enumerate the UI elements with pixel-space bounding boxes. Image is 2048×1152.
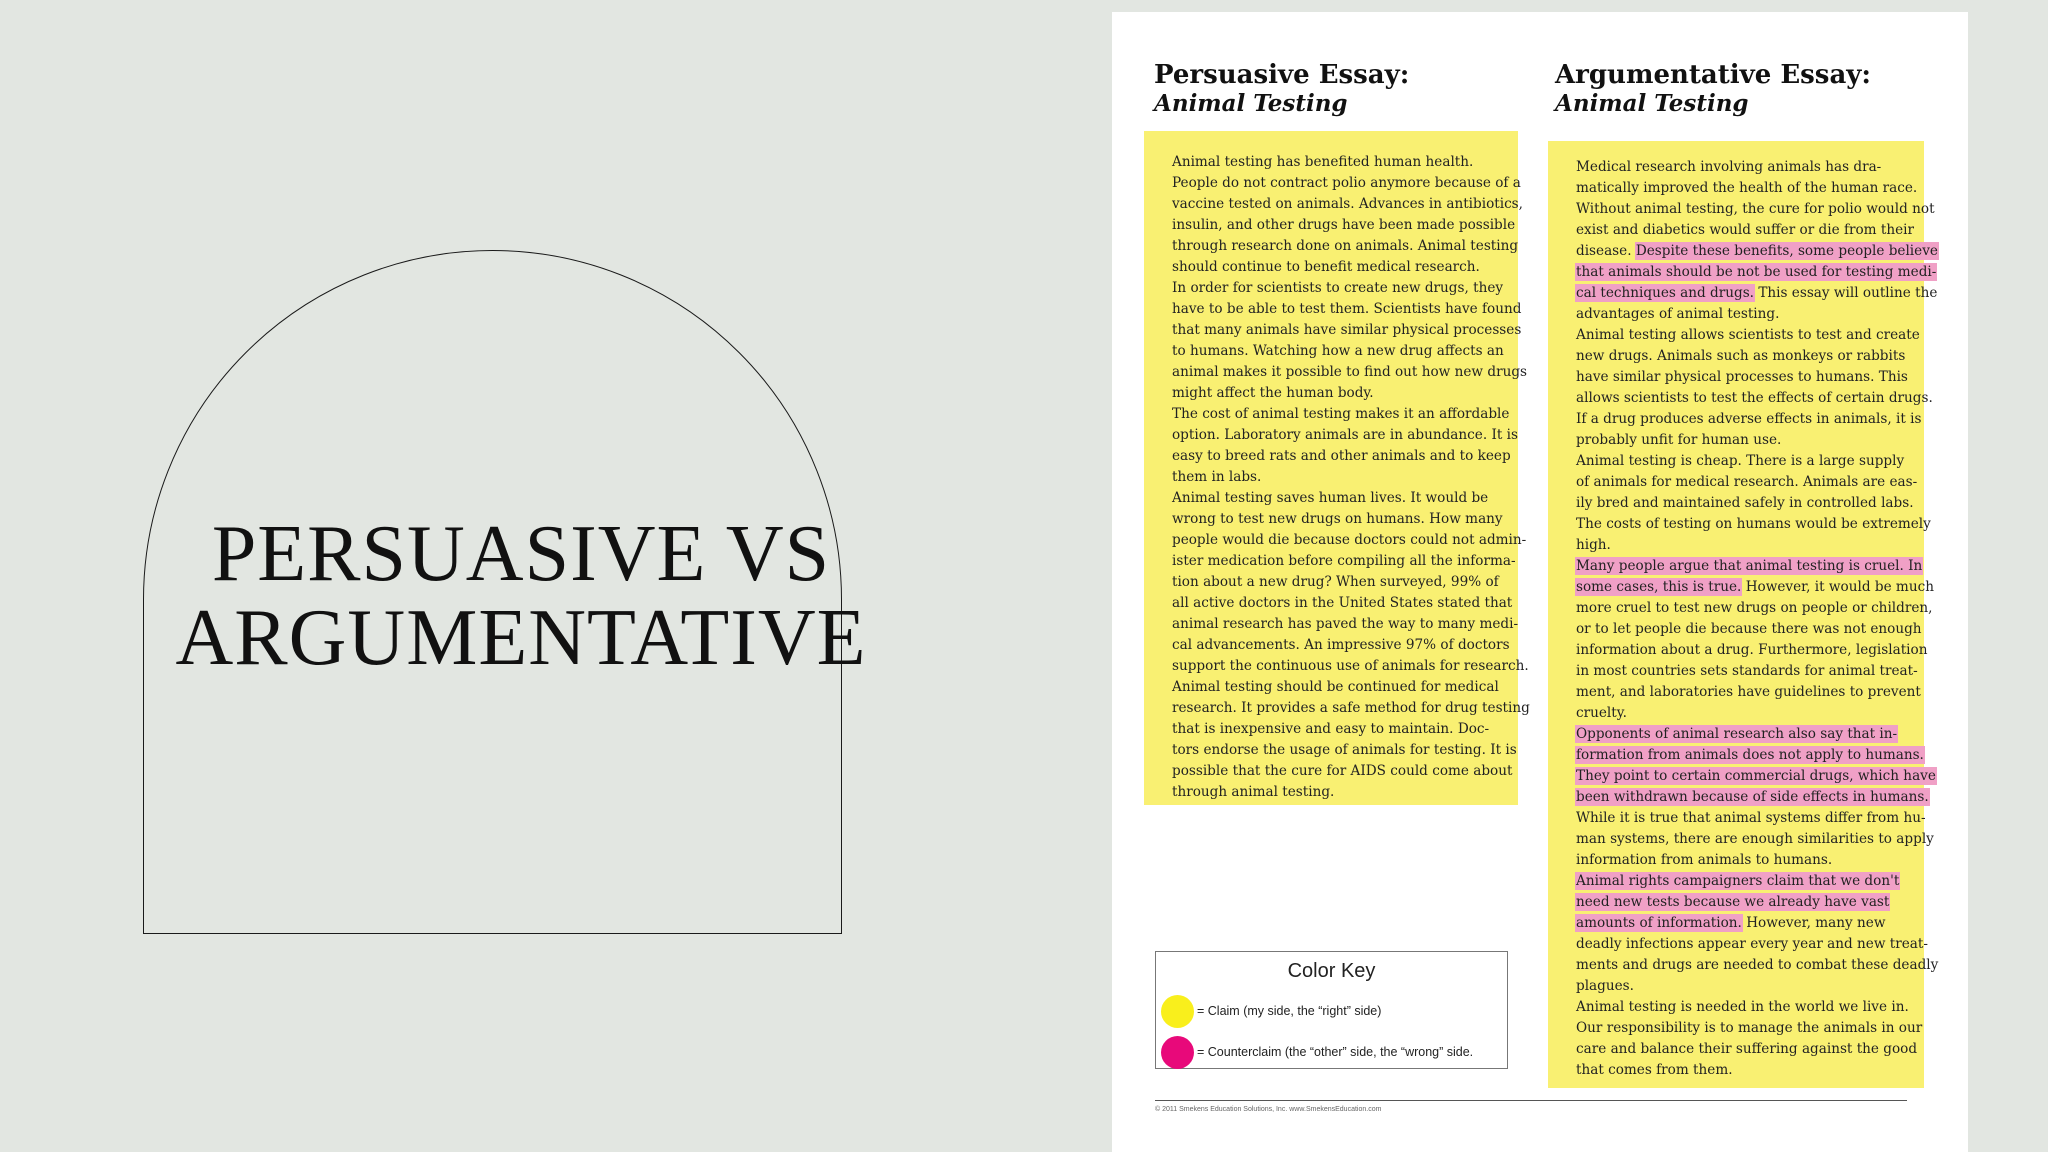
text-line: Animal testing saves human lives. It would be	[1172, 490, 1489, 506]
text-line: care and balance their suffering against the good	[1576, 1041, 1918, 1057]
text-line: of animals for medical research. Animals are eas-	[1576, 474, 1918, 490]
footer-divider	[1155, 1100, 1907, 1101]
text-line	[1558, 577, 1934, 598]
text-line: probably unfit for human use.	[1576, 432, 1782, 448]
counterclaim-text: They point to certain commercial drugs, which have	[1576, 768, 1936, 784]
text-line: high.	[1576, 537, 1611, 553]
text-line: ment, and laboratories have guidelines to prevent	[1576, 684, 1921, 700]
text-line: Animal testing allows scientists to test and create	[1576, 327, 1920, 343]
counterclaim-text: need new tests because we already have vast	[1576, 894, 1890, 910]
text-line: Animal testing is needed in the world we live in.	[1576, 999, 1909, 1015]
text-line: information from animals to humans.	[1576, 852, 1833, 868]
text-line: information about a drug. Furthermore, legislation	[1576, 642, 1928, 658]
text-line: deadly infections appear every year and new treat-	[1576, 936, 1928, 952]
text-line: animal makes it possible to find out how new drugs	[1172, 364, 1527, 380]
text-line: cruelty.	[1576, 705, 1627, 721]
slide-title	[143, 512, 899, 680]
text-line: ments and drugs are needed to combat these deadly	[1576, 957, 1939, 973]
text-line: or to let people die because there was not enough	[1576, 621, 1922, 637]
persuasive-paragraph	[1154, 404, 1518, 488]
text-line: them in labs.	[1172, 469, 1262, 485]
text-line: People do not contract polio anymore because of a	[1172, 175, 1521, 191]
color-key-title: Color Key	[1287, 960, 1376, 982]
text-line: The costs of testing on humans would be extremely	[1576, 516, 1931, 532]
text-line: In order for scientists to create new drugs, they	[1172, 280, 1504, 296]
counterclaim-key-label: = Counterclaim (the “other” side, the “wrong” side.	[1197, 1045, 1474, 1059]
text-line: to humans. Watching how a new drug affects an	[1172, 343, 1504, 359]
text-line: more cruel to test new drugs on people or children,	[1576, 600, 1933, 616]
counterclaim-text: Animal rights campaigners claim that we don't	[1576, 873, 1900, 889]
text-line	[1558, 892, 1914, 913]
text-line: should continue to benefit medical research.	[1172, 259, 1480, 275]
text-line	[1558, 766, 1936, 787]
claim-text: This essay will outline the	[1758, 285, 1938, 301]
text-line: allows scientists to test the effects of certain drugs.	[1576, 390, 1933, 406]
text-line: might affect the human body.	[1172, 385, 1374, 401]
slide-title-line-1: PERSUASIVE VS	[211, 510, 831, 598]
text-line: new drugs. Animals such as monkeys or rabbits	[1576, 348, 1906, 364]
text-line: have to be able to test them. Scientists have found	[1172, 301, 1522, 317]
text-line: animal research has paved the way to many medi-	[1172, 616, 1519, 632]
text-line: vaccine tested on animals. Advances in antibiotics,	[1172, 196, 1523, 212]
persuasive-paragraph	[1154, 488, 1529, 677]
yellow-dot-icon	[1161, 995, 1194, 1028]
text-line	[1558, 745, 1924, 766]
text-line: man systems, there are enough similarities to apply	[1576, 831, 1934, 847]
text-line	[1558, 283, 1938, 304]
text-line: tors endorse the usage of animals for testing. It is	[1172, 742, 1517, 758]
text-line: plagues.	[1576, 978, 1634, 994]
counterclaim-text: been withdrawn because of side effects in humans.	[1576, 789, 1929, 805]
argumentative-subtitle: Animal Testing	[1555, 90, 1749, 117]
persuasive-paragraph	[1154, 677, 1530, 803]
text-line: that is inexpensive and easy to maintain. Doc-	[1172, 721, 1490, 737]
claim-text: However, it would be much	[1745, 579, 1934, 595]
text-line	[1558, 871, 1914, 892]
counterclaim-text: formation from animals does not apply to humans.	[1576, 747, 1924, 763]
text-line: ister medication before compiling all the informa-	[1172, 553, 1516, 569]
arg-paragraph-6	[1558, 871, 1939, 997]
claim-key-label: = Claim (my side, the “right” side)	[1197, 1004, 1382, 1018]
argumentative-essay-body	[1548, 141, 1939, 1088]
text-line: The cost of animal testing makes it an affordable	[1172, 406, 1510, 422]
text-line: that comes from them.	[1576, 1062, 1733, 1078]
persuasive-paragraph	[1154, 152, 1523, 278]
arg-paragraph-1	[1558, 157, 1938, 325]
text-line: all active doctors in the United States stated that	[1172, 595, 1513, 611]
counterclaim-text: some cases, this is true.	[1576, 579, 1742, 595]
text-line: insulin, and other drugs have been made possible	[1172, 217, 1516, 233]
text-line	[1558, 241, 1938, 262]
text-line: have similar physical processes to humans. This	[1576, 369, 1908, 385]
claim-key-row	[1161, 994, 1381, 1028]
counterclaim-text: Many people argue that animal testing is cruel. In	[1576, 558, 1923, 574]
text-line: matically improved the health of the human race.	[1576, 180, 1918, 196]
text-line: advantages of animal testing.	[1576, 306, 1780, 322]
claim-text: However, many new	[1746, 915, 1886, 931]
arg-paragraph-5	[1558, 724, 1936, 871]
counterclaim-text: amounts of information.	[1576, 915, 1742, 931]
text-line: tion about a new drug? When surveyed, 99% of	[1172, 574, 1499, 590]
text-line: through research done on animals. Animal testing	[1172, 238, 1519, 254]
text-line: Animal testing should be continued for medical	[1172, 679, 1499, 695]
text-line: While it is true that animal systems differ from hu-	[1576, 810, 1926, 826]
counterclaim-text: that animals should be not be used for testing medi-	[1576, 264, 1937, 280]
worksheet-page	[1112, 12, 1968, 1152]
counterclaim-text: Despite these benefits, some people believe	[1635, 243, 1938, 259]
text-line: Medical research involving animals has dra-	[1576, 159, 1882, 175]
text-line: wrong to test new drugs on humans. How many	[1172, 511, 1503, 527]
text-line: cal advancements. An impressive 97% of doctors	[1172, 637, 1510, 653]
counterclaim-key-row	[1161, 1035, 1473, 1069]
text-line: in most countries sets standards for animal treat-	[1576, 663, 1918, 679]
text-line: support the continuous use of animals for research.	[1172, 658, 1529, 674]
persuasive-title: Persuasive Essay:	[1154, 60, 1410, 90]
text-line	[1558, 787, 1929, 808]
text-line: If a drug produces adverse effects in animals, it is	[1576, 411, 1922, 427]
counterclaim-text: Opponents of animal research also say that in-	[1576, 726, 1898, 742]
text-line: possible that the cure for AIDS could come about	[1172, 763, 1513, 779]
text-line	[1558, 262, 1937, 283]
copyright-footer: © 2011 Smekens Education Solutions, Inc. www.SmekensEducation.com	[1155, 1106, 1382, 1113]
persuasive-paragraph	[1154, 278, 1527, 404]
counterclaim-text: cal techniques and drugs.	[1576, 285, 1754, 301]
arg-paragraph-7	[1558, 997, 1923, 1081]
text-line: that many animals have similar physical processes	[1172, 322, 1522, 338]
text-line: people would die because doctors could not admin-	[1172, 532, 1527, 548]
text-line: option. Laboratory animals are in abundance. It is	[1172, 427, 1518, 443]
text-line	[1558, 724, 1914, 745]
persuasive-subtitle: Animal Testing	[1154, 90, 1348, 117]
text-line: easy to breed rats and other animals and to keep	[1172, 448, 1511, 464]
arg-paragraph-4	[1558, 556, 1934, 724]
text-line: ily bred and maintained safely in controlled labs.	[1576, 495, 1914, 511]
text-line: Our responsibility is to manage the animals in our	[1576, 1020, 1923, 1036]
arg-paragraph-2	[1558, 325, 1933, 451]
text-line: exist and diabetics would suffer or die from their	[1576, 222, 1914, 238]
color-key-box	[1155, 951, 1508, 1069]
argumentative-title: Argumentative Essay:	[1555, 60, 1871, 90]
text-line: Animal testing is cheap. There is a large supply	[1576, 453, 1905, 469]
persuasive-heading	[1154, 60, 1409, 118]
text-line: through animal testing.	[1172, 784, 1335, 800]
text-line: Animal testing has benefited human health.	[1172, 154, 1474, 170]
slide-title-line-2: ARGUMENTATIVE	[175, 594, 867, 682]
text-line	[1558, 556, 1923, 577]
claim-text: disease.	[1576, 243, 1632, 259]
magenta-dot-icon	[1161, 1036, 1194, 1069]
text-line: research. It provides a safe method for drug testing	[1172, 700, 1530, 716]
text-line: Without animal testing, the cure for polio would not	[1576, 201, 1935, 217]
argumentative-heading	[1555, 60, 1871, 118]
persuasive-essay-body	[1144, 131, 1530, 805]
arg-paragraph-3	[1558, 451, 1931, 556]
text-line	[1558, 913, 1914, 934]
